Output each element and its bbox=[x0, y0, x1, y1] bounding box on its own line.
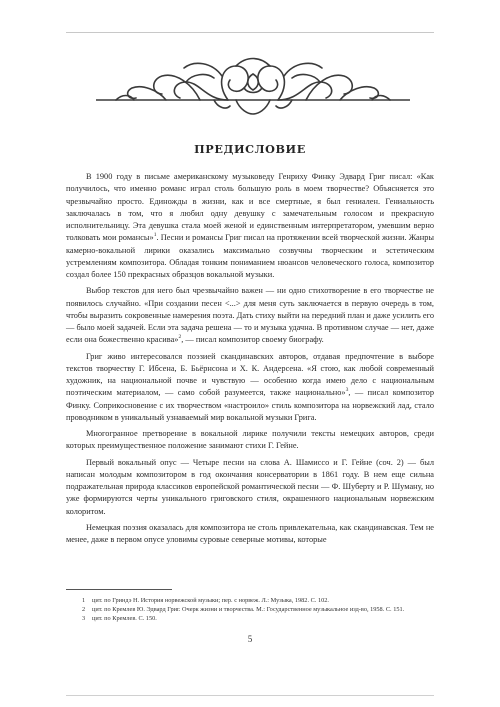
paragraph: Первый вокальный опус — Четыре песни на слова А. Шамиссо и Г. Гейне (соч. 2) — был написан молодым композитором в год окончания консерватории в 1861 году. В нем еще сильна подражательная природа классиков европейской романтической песни — Ф. Шуберту и Р. Шуману, но уже формируются черты уникального григовского стиля, окрашенного национальным норвежским колоритом. bbox=[66, 457, 434, 516]
decorative-flourish-icon bbox=[96, 54, 410, 120]
footnote: 2 цит. по Кремлев Ю. Эдвард Григ. Очерк жизни и творчества. М.: Государственное музыкальное изд-во, 1958. С. 151. bbox=[82, 606, 405, 614]
paragraph: Многогранное претворение в вокальной лирике получили тексты немецких авторов, среди которых преимущественное положение занимают стихи Г. Гейне. bbox=[66, 429, 434, 451]
footnote-ref[interactable]: 1 bbox=[153, 232, 157, 239]
paragraph: Григ живо интересовался поэзией скандинавских авторов, отдавая предпочтение в выборе текстов творчеству Г. Ибсена, Б. Бьёрнсона и Х. К. Андерсена. «Я стою, как любой современный художник, на национальной почве и чувствую — особенно когда имею дело с национальным поэтическим материалом, — само собой разумеется, также национально»$^3$, — писал композитор Финку. Соприкосновение с их творчеством «настроило» стиль композитора на норвежский лад, стало проводником в уникальный узнаваемый мир вокальной музыки Грига. bbox=[66, 351, 434, 422]
body-text bbox=[66, 171, 434, 546]
footnotes bbox=[66, 596, 434, 624]
footnote-number: 2 bbox=[82, 606, 86, 614]
footnote-number: 3 bbox=[82, 615, 86, 623]
footnote-ref[interactable]: 3 bbox=[345, 387, 349, 394]
paragraph: Немецкая поэзия оказалась для композитора не столь привлекательна, как скандинавская. Тем не менее, даже в первом опусе уловимы суровые северные мотивы, которые bbox=[66, 522, 434, 544]
paragraph: Выбор текстов для него был чрезвычайно важен — ни одно стихотворение в его творчестве не появилось случайно. «При создании песен <...> для меня суть заключается в первую очередь в том, чтобы выразить сокровенные намерения поэта. Дать стиху выйти на передний план и даже усилить его — было моей задачей. Если эта задача решена — то и музыка удачна. В противном случае — нет, даже если она божественно красива»$^2$, — писал композитор своему биографу. bbox=[66, 286, 434, 345]
paragraph: В 1900 году в письме американскому музыковеду Генриху Финку Эдвард Григ писал: «Как получилось, что именно романс играл столь большую роль в моем творчестве? Объясняется это чрезвычайно просто. Единожды в жизни, как и все смертные, я был гениален. Гениальность заключалась в том, что я любил одну девушку с замечательным голосом и прекрасную исполнительницу. Эта девушка стала моей женой и единственным интерпретатором, умевшим верно толковать мои романсы»$^1$. Песни и романсы Григ писал на протяжении всей творческой жизни. Жанры камерно-вокальной лирики оказались максимально созвучны творческим и эстетическим устремлениям композитора. Обладая тонким пониманием нюансов человеческого голоса, композитор создал более 150 прекрасных образцов вокальной музыки. bbox=[66, 172, 434, 279]
footnote-number: 1 bbox=[82, 597, 86, 604]
footnote-ref[interactable]: 2 bbox=[178, 334, 182, 341]
top-rule bbox=[66, 32, 434, 33]
footnote: 1 цит. по Гриндэ Н. История норвежской музыки; пер. с норвеж. Л.: Музыка, 1982. С. 102. bbox=[82, 597, 329, 604]
page-number: 5 bbox=[247, 634, 253, 644]
footnote: 3 цит. по Кремлев. С. 150. bbox=[82, 615, 157, 623]
footnote-divider bbox=[66, 589, 172, 590]
bottom-rule bbox=[66, 695, 434, 696]
page-title: ПРЕДИСЛОВИЕ bbox=[194, 142, 306, 156]
